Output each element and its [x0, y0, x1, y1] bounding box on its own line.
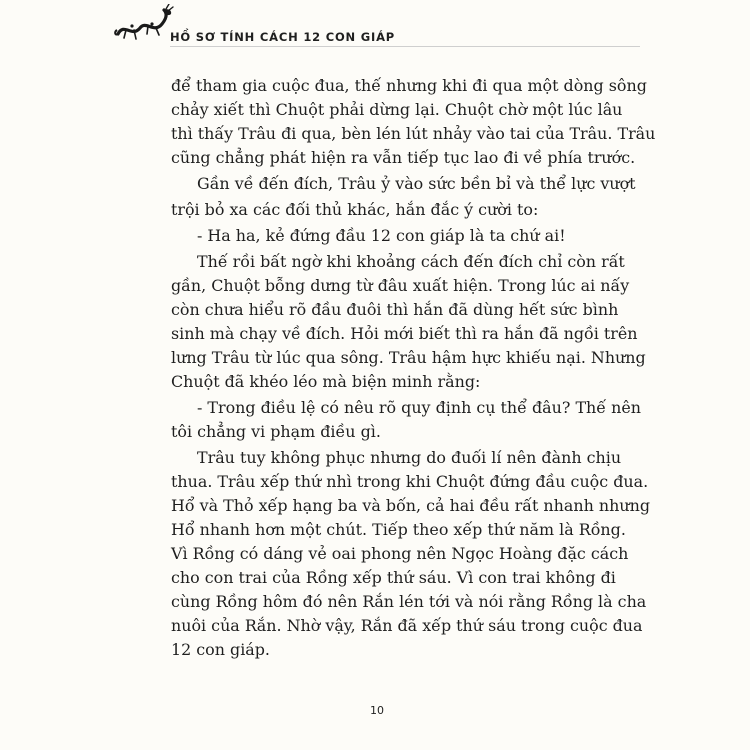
text-line: sinh mà chạy về đích. Hỏi mới biết thì ra hắn đã ngồi trên [171, 324, 638, 343]
text-line: 12 con giáp. [171, 640, 270, 659]
text-line: còn chưa hiểu rõ đầu đuôi thì hắn đã dùng hết sức bình [171, 300, 619, 319]
text-line: Hổ nhanh hơn một chút. Tiếp theo xếp thứ năm là Rồng. [171, 520, 626, 539]
text-line: cùng Rồng hôm đó nên Rắn lén tới và nói rằng Rồng là cha [171, 592, 647, 611]
text-line: Gần về đến đích, Trâu ỷ vào sức bền bỉ và thể lực vượt [197, 174, 636, 193]
header-divider [170, 46, 640, 47]
text-line: nuôi của Rắn. Nhờ vậy, Rắn đã xếp thứ sáu trong cuộc đua [171, 616, 643, 635]
text-line: - Ha ha, kẻ đứng đầu 12 con giáp là ta chứ ai! [197, 226, 566, 245]
text-line: để tham gia cuộc đua, thế nhưng khi đi qua một dòng sông [171, 76, 647, 95]
text-line: lưng Trâu từ lúc qua sông. Trâu hậm hực khiếu nại. Nhưng [171, 348, 646, 367]
text-line: Vì Rồng có dáng vẻ oai phong nên Ngọc Hoàng đặc cách [171, 544, 629, 563]
text-line: Thế rồi bất ngờ khi khoảng cách đến đích chỉ còn rất [197, 252, 625, 271]
text-line: tôi chẳng vi phạm điều gì. [171, 422, 381, 441]
text-line: thua. Trâu xếp thứ nhì trong khi Chuột đứng đầu cuộc đua. [171, 472, 649, 491]
text-line: trội bỏ xa các đối thủ khác, hắn đắc ý cười to: [171, 200, 539, 219]
text-line: - Trong điều lệ có nêu rõ quy định cụ thể đâu? Thế nên [197, 398, 641, 417]
text-line: cho con trai của Rồng xếp thứ sáu. Vì con trai không đi [171, 568, 616, 587]
text-line: Trâu tuy không phục nhưng do đuối lí nên đành chịu [197, 448, 622, 467]
text-line: cũng chẳng phát hiện ra vẫn tiếp tục lao đi về phía trước. [171, 148, 636, 167]
running-head: HỒ SƠ TÍNH CÁCH 12 CON GIÁP [170, 30, 396, 44]
text-line: Hổ và Thỏ xếp hạng ba và bốn, cả hai đều rất nhanh nhưng [171, 496, 650, 515]
text-line: gần, Chuột bỗng dưng từ đâu xuất hiện. Trong lúc ai nấy [171, 276, 630, 295]
text-line: chảy xiết thì Chuột phải dừng lại. Chuột chờ một lúc lâu [171, 100, 623, 119]
page-header [112, 4, 652, 50]
page-number: 10 [370, 704, 384, 717]
text-line: Chuột đã khéo léo mà biện minh rằng: [171, 372, 481, 391]
text-line: thì thấy Trâu đi qua, bèn lén lút nhảy vào tai của Trâu. Trâu [171, 124, 656, 143]
dragon-icon [114, 4, 174, 44]
